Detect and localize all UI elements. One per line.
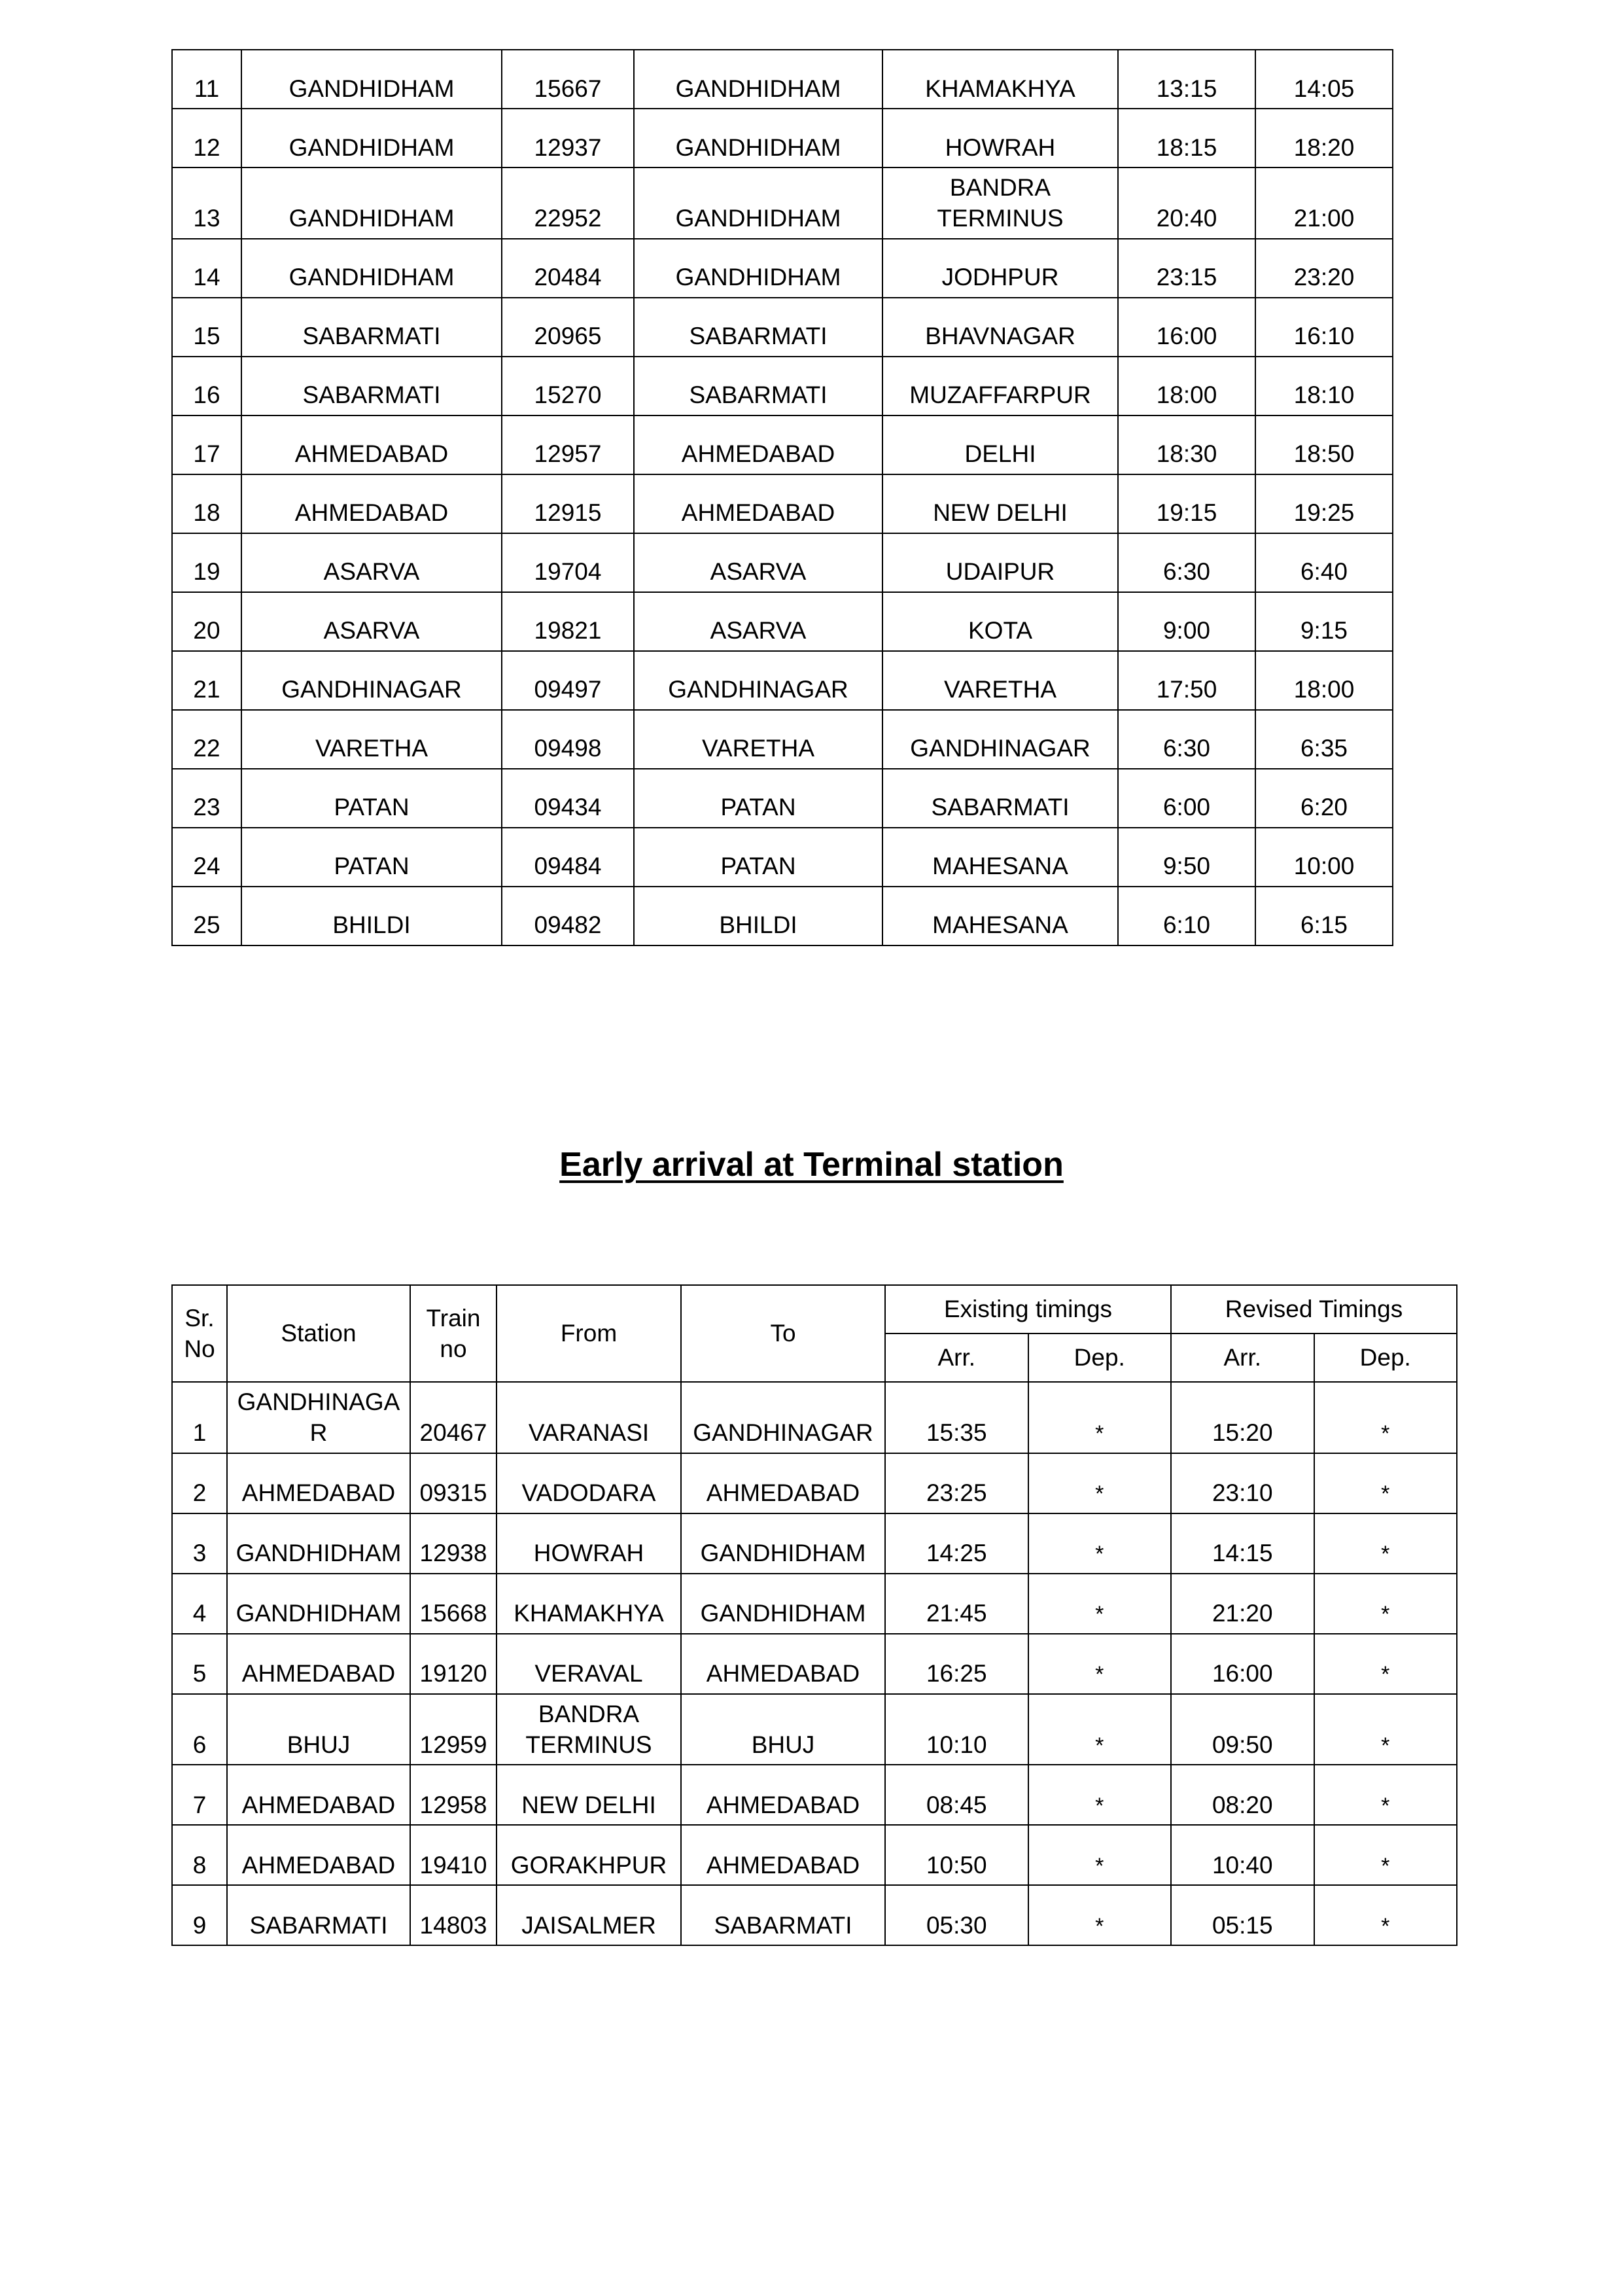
cell-sr-no: 15 [172, 298, 241, 357]
cell-departure: 18:20 [1255, 109, 1393, 168]
cell-sr-no: 22 [172, 710, 241, 769]
cell-station: SABARMATI [227, 1885, 410, 1945]
cell-departure: 10:00 [1255, 828, 1393, 887]
cell-station: AHMEDABAD [227, 1634, 410, 1694]
col-header-revised-arr: Arr. [1171, 1333, 1314, 1382]
cell-to: GANDHIDHAM [681, 1513, 885, 1574]
early-arrival-table-body [172, 1382, 1457, 1945]
cell-from: GANDHIDHAM [634, 50, 882, 109]
cell-from: AHMEDABAD [634, 415, 882, 474]
cell-sr-no: 23 [172, 769, 241, 828]
table-row [172, 1574, 1457, 1634]
cell-from: JAISALMER [497, 1885, 681, 1945]
cell-from: GORAKHPUR [497, 1825, 681, 1885]
cell-station: GANDHIDHAM [241, 168, 502, 239]
col-header-to: To [681, 1285, 885, 1382]
early-arrival-table-head [172, 1285, 1457, 1382]
cell-train-no: 12958 [410, 1765, 497, 1825]
table-row [172, 1825, 1457, 1885]
cell-sr-no: 8 [172, 1825, 227, 1885]
cell-departure: 21:00 [1255, 168, 1393, 239]
cell-station: AHMEDABAD [241, 474, 502, 533]
table-row [172, 887, 1393, 945]
cell-train-no: 22952 [502, 168, 634, 239]
cell-train-no: 09484 [502, 828, 634, 887]
table-row [172, 1513, 1457, 1574]
cell-sr-no: 20 [172, 592, 241, 651]
cell-from: VERAVAL [497, 1634, 681, 1694]
col-header-revised-dep: Dep. [1314, 1333, 1457, 1382]
cell-departure: 18:00 [1255, 651, 1393, 710]
cell-to: GANDHINAGAR [882, 710, 1118, 769]
cell-existing-departure: * [1028, 1513, 1172, 1574]
cell-revised-departure: * [1314, 1453, 1457, 1513]
cell-sr-no: 18 [172, 474, 241, 533]
cell-departure: 6:20 [1255, 769, 1393, 828]
cell-departure: 23:20 [1255, 239, 1393, 298]
cell-revised-departure: * [1314, 1825, 1457, 1885]
cell-revised-departure: * [1314, 1885, 1457, 1945]
cell-sr-no: 2 [172, 1453, 227, 1513]
continued-table-body [172, 50, 1393, 945]
table-row [172, 828, 1393, 887]
col-header-sr-no: Sr. No [172, 1285, 227, 1382]
cell-train-no: 20965 [502, 298, 634, 357]
cell-revised-departure: * [1314, 1513, 1457, 1574]
cell-train-no: 15667 [502, 50, 634, 109]
cell-sr-no: 11 [172, 50, 241, 109]
cell-existing-arrival: 10:10 [885, 1694, 1028, 1765]
cell-revised-arrival: 14:15 [1171, 1513, 1314, 1574]
cell-to: BHAVNAGAR [882, 298, 1118, 357]
cell-departure: 9:15 [1255, 592, 1393, 651]
cell-existing-arrival: 14:25 [885, 1513, 1028, 1574]
cell-sr-no: 1 [172, 1382, 227, 1453]
cell-from: GANDHINAGAR [634, 651, 882, 710]
cell-sr-no: 4 [172, 1574, 227, 1634]
cell-arrival: 6:30 [1118, 533, 1255, 592]
cell-train-no: 14803 [410, 1885, 497, 1945]
cell-train-no: 12937 [502, 109, 634, 168]
cell-to: SABARMATI [882, 769, 1118, 828]
cell-sr-no: 12 [172, 109, 241, 168]
cell-from: VADODARA [497, 1453, 681, 1513]
late-departure-continued-table [171, 49, 1393, 946]
table-row [172, 710, 1393, 769]
cell-from: PATAN [634, 769, 882, 828]
cell-station: AHMEDABAD [227, 1825, 410, 1885]
table-row [172, 168, 1393, 239]
cell-train-no: 12915 [502, 474, 634, 533]
cell-sr-no: 7 [172, 1765, 227, 1825]
early-arrival-table [171, 1284, 1457, 1946]
cell-departure: 6:15 [1255, 887, 1393, 945]
cell-existing-departure: * [1028, 1694, 1172, 1765]
cell-to: NEW DELHI [882, 474, 1118, 533]
cell-existing-departure: * [1028, 1453, 1172, 1513]
cell-from: SABARMATI [634, 357, 882, 415]
cell-departure: 19:25 [1255, 474, 1393, 533]
table-row [172, 1765, 1457, 1825]
cell-revised-departure: * [1314, 1765, 1457, 1825]
cell-sr-no: 21 [172, 651, 241, 710]
cell-train-no: 09497 [502, 651, 634, 710]
cell-arrival: 18:00 [1118, 357, 1255, 415]
cell-existing-arrival: 21:45 [885, 1574, 1028, 1634]
col-header-train-no: Train no [410, 1285, 497, 1382]
cell-train-no: 09498 [502, 710, 634, 769]
cell-from: KHAMAKHYA [497, 1574, 681, 1634]
cell-station: VARETHA [241, 710, 502, 769]
cell-to: GANDHIDHAM [681, 1574, 885, 1634]
cell-to: AHMEDABAD [681, 1634, 885, 1694]
cell-train-no: 15270 [502, 357, 634, 415]
cell-revised-arrival: 23:10 [1171, 1453, 1314, 1513]
cell-existing-departure: * [1028, 1574, 1172, 1634]
cell-train-no: 12957 [502, 415, 634, 474]
table-row [172, 298, 1393, 357]
col-header-station: Station [227, 1285, 410, 1382]
cell-existing-arrival: 08:45 [885, 1765, 1028, 1825]
cell-station: SABARMATI [241, 298, 502, 357]
cell-arrival: 18:15 [1118, 109, 1255, 168]
cell-from: VARETHA [634, 710, 882, 769]
header-row-main [172, 1285, 1457, 1333]
cell-to: UDAIPUR [882, 533, 1118, 592]
cell-revised-arrival: 08:20 [1171, 1765, 1314, 1825]
cell-station: GANDHIDHAM [227, 1574, 410, 1634]
cell-train-no: 19704 [502, 533, 634, 592]
cell-sr-no: 17 [172, 415, 241, 474]
table-row [172, 533, 1393, 592]
cell-departure: 6:40 [1255, 533, 1393, 592]
cell-existing-departure: * [1028, 1765, 1172, 1825]
cell-arrival: 9:50 [1118, 828, 1255, 887]
cell-from: HOWRAH [497, 1513, 681, 1574]
cell-revised-departure: * [1314, 1574, 1457, 1634]
continued-table-container [171, 49, 1372, 946]
cell-to: MUZAFFARPUR [882, 357, 1118, 415]
table-row [172, 1885, 1457, 1945]
cell-from: BANDRA TERMINUS [497, 1694, 681, 1765]
cell-sr-no: 13 [172, 168, 241, 239]
cell-station: BHUJ [227, 1694, 410, 1765]
cell-to: DELHI [882, 415, 1118, 474]
table-row [172, 357, 1393, 415]
cell-revised-arrival: 09:50 [1171, 1694, 1314, 1765]
cell-to: BANDRA TERMINUS [882, 168, 1118, 239]
table-row [172, 1382, 1457, 1453]
cell-train-no: 19410 [410, 1825, 497, 1885]
cell-sr-no: 5 [172, 1634, 227, 1694]
cell-station: SABARMATI [241, 357, 502, 415]
early-arrival-table-container [171, 1284, 1457, 1946]
cell-to: AHMEDABAD [681, 1453, 885, 1513]
table-row [172, 1634, 1457, 1694]
cell-revised-arrival: 15:20 [1171, 1382, 1314, 1453]
cell-station: PATAN [241, 828, 502, 887]
cell-train-no: 12959 [410, 1694, 497, 1765]
cell-arrival: 19:15 [1118, 474, 1255, 533]
cell-to: SABARMATI [681, 1885, 885, 1945]
cell-station: PATAN [241, 769, 502, 828]
cell-to: KHAMAKHYA [882, 50, 1118, 109]
cell-from: ASARVA [634, 592, 882, 651]
cell-existing-arrival: 15:35 [885, 1382, 1028, 1453]
cell-to: MAHESANA [882, 828, 1118, 887]
cell-existing-arrival: 10:50 [885, 1825, 1028, 1885]
cell-sr-no: 16 [172, 357, 241, 415]
col-header-revised-timings: Revised Timings [1171, 1285, 1457, 1333]
cell-from: PATAN [634, 828, 882, 887]
cell-from: GANDHIDHAM [634, 239, 882, 298]
cell-from: SABARMATI [634, 298, 882, 357]
cell-to: MAHESANA [882, 887, 1118, 945]
table-row [172, 239, 1393, 298]
cell-arrival: 16:00 [1118, 298, 1255, 357]
cell-from: AHMEDABAD [634, 474, 882, 533]
cell-train-no: 09315 [410, 1453, 497, 1513]
cell-departure: 14:05 [1255, 50, 1393, 109]
cell-from: GANDHIDHAM [634, 109, 882, 168]
table-row [172, 50, 1393, 109]
cell-revised-departure: * [1314, 1694, 1457, 1765]
cell-existing-arrival: 16:25 [885, 1634, 1028, 1694]
cell-departure: 6:35 [1255, 710, 1393, 769]
cell-departure: 18:10 [1255, 357, 1393, 415]
cell-arrival: 6:30 [1118, 710, 1255, 769]
cell-arrival: 13:15 [1118, 50, 1255, 109]
cell-train-no: 09434 [502, 769, 634, 828]
cell-sr-no: 9 [172, 1885, 227, 1945]
cell-revised-departure: * [1314, 1634, 1457, 1694]
cell-to: JODHPUR [882, 239, 1118, 298]
cell-sr-no: 3 [172, 1513, 227, 1574]
cell-revised-departure: * [1314, 1382, 1457, 1453]
cell-arrival: 17:50 [1118, 651, 1255, 710]
col-header-from: From [497, 1285, 681, 1382]
cell-to: VARETHA [882, 651, 1118, 710]
cell-station: AHMEDABAD [227, 1765, 410, 1825]
cell-train-no: 09482 [502, 887, 634, 945]
cell-arrival: 6:10 [1118, 887, 1255, 945]
table-row [172, 1694, 1457, 1765]
cell-revised-arrival: 21:20 [1171, 1574, 1314, 1634]
cell-arrival: 9:00 [1118, 592, 1255, 651]
cell-departure: 18:50 [1255, 415, 1393, 474]
cell-station: GANDHIDHAM [241, 239, 502, 298]
cell-arrival: 20:40 [1118, 168, 1255, 239]
cell-from: ASARVA [634, 533, 882, 592]
cell-train-no: 12938 [410, 1513, 497, 1574]
cell-existing-arrival: 23:25 [885, 1453, 1028, 1513]
cell-station: GANDHIDHAM [227, 1513, 410, 1574]
cell-from: NEW DELHI [497, 1765, 681, 1825]
section-heading-text: Early arrival at Terminal station [559, 1146, 1064, 1184]
cell-to: AHMEDABAD [681, 1765, 885, 1825]
cell-train-no: 15668 [410, 1574, 497, 1634]
cell-station: ASARVA [241, 592, 502, 651]
cell-station: GANDHINAGAR [241, 651, 502, 710]
cell-from: VARANASI [497, 1382, 681, 1453]
cell-existing-departure: * [1028, 1382, 1172, 1453]
cell-station: ASARVA [241, 533, 502, 592]
cell-sr-no: 25 [172, 887, 241, 945]
cell-arrival: 18:30 [1118, 415, 1255, 474]
table-row [172, 109, 1393, 168]
cell-sr-no: 19 [172, 533, 241, 592]
table-row [172, 474, 1393, 533]
cell-to: KOTA [882, 592, 1118, 651]
cell-station: GANDHIDHAM [241, 50, 502, 109]
cell-to: GANDHINAGAR [681, 1382, 885, 1453]
cell-train-no: 19120 [410, 1634, 497, 1694]
col-header-existing-dep: Dep. [1028, 1333, 1172, 1382]
cell-to: AHMEDABAD [681, 1825, 885, 1885]
section-heading [0, 1145, 1623, 1184]
table-row [172, 1453, 1457, 1513]
cell-train-no: 20467 [410, 1382, 497, 1453]
cell-station: GANDHINAGAR [227, 1382, 410, 1453]
cell-station: BHILDI [241, 887, 502, 945]
table-row [172, 651, 1393, 710]
cell-departure: 16:10 [1255, 298, 1393, 357]
cell-from: BHILDI [634, 887, 882, 945]
col-header-existing-timings: Existing timings [885, 1285, 1171, 1333]
col-header-existing-arr: Arr. [885, 1333, 1028, 1382]
cell-train-no: 19821 [502, 592, 634, 651]
table-row [172, 415, 1393, 474]
cell-to: BHUJ [681, 1694, 885, 1765]
cell-station: AHMEDABAD [241, 415, 502, 474]
cell-existing-arrival: 05:30 [885, 1885, 1028, 1945]
cell-revised-arrival: 05:15 [1171, 1885, 1314, 1945]
cell-revised-arrival: 10:40 [1171, 1825, 1314, 1885]
cell-from: GANDHIDHAM [634, 168, 882, 239]
cell-arrival: 6:00 [1118, 769, 1255, 828]
cell-existing-departure: * [1028, 1885, 1172, 1945]
cell-station: GANDHIDHAM [241, 109, 502, 168]
cell-sr-no: 6 [172, 1694, 227, 1765]
table-row [172, 769, 1393, 828]
cell-revised-arrival: 16:00 [1171, 1634, 1314, 1694]
cell-arrival: 23:15 [1118, 239, 1255, 298]
cell-existing-departure: * [1028, 1825, 1172, 1885]
cell-sr-no: 14 [172, 239, 241, 298]
cell-existing-departure: * [1028, 1634, 1172, 1694]
cell-sr-no: 24 [172, 828, 241, 887]
table-row [172, 592, 1393, 651]
cell-train-no: 20484 [502, 239, 634, 298]
cell-to: HOWRAH [882, 109, 1118, 168]
cell-station: AHMEDABAD [227, 1453, 410, 1513]
